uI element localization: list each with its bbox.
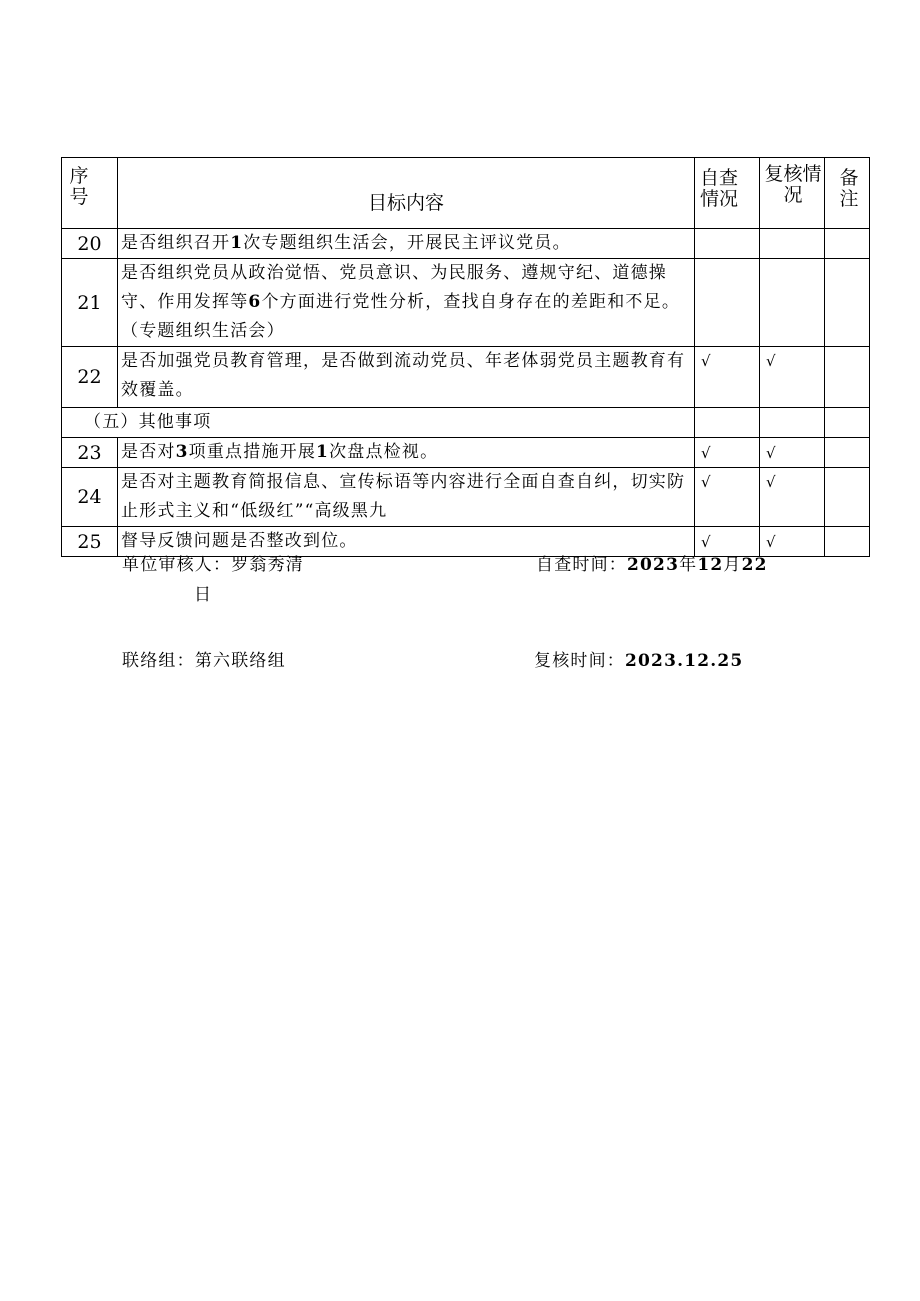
section-heading: （五）其他事项 [62,408,695,438]
table-row [62,347,870,408]
reviewer-line [122,550,304,575]
row-content: 是否对主题教育简报信息、宣传标语等内容进行全面自查自纠，切实防止形式主义和“低级红”“高级黑九 [118,468,695,527]
self-check-time: 自查时间：2023年12月22 [536,555,768,575]
row-content: 是否组织召开1次专题组织生活会，开展民主评议党员。 [118,229,695,259]
row-self-check [695,229,760,259]
row-note [825,438,870,468]
section-self-check [695,408,760,438]
row-review: √ [760,347,825,408]
row-self-check: √ [695,347,760,408]
table-row [62,259,870,347]
table-row [62,438,870,468]
reviewer-label: 单位审核人： [122,555,232,575]
header-self-check: 自查情况 [695,158,760,229]
row-content: 是否加强党员教育管理，是否做到流动党员、年老体弱党员主题教育有效覆盖。 [118,347,695,408]
contact-value: 第六联络组 [194,651,286,671]
row-review: √ [760,468,825,527]
row-number: 23 [62,438,118,468]
header-note: 备注 [825,158,870,229]
row-note [825,347,870,408]
header-goal: 目标内容 [118,158,695,229]
row-review: √ [760,438,825,468]
self-check-label: 自查时间： [536,555,627,575]
review-time-value: 2023.12.25 [625,651,744,671]
contact-label: 联络组： [122,651,195,671]
row-number: 20 [62,229,118,259]
row-number: 24 [62,468,118,527]
row-self-check: √ [695,468,760,527]
header-review: 复核情况 [760,158,825,229]
review-time [534,646,743,671]
row-note [825,527,870,557]
row-number: 21 [62,259,118,347]
row-note [825,259,870,347]
row-review: √ [760,527,825,557]
section-note [825,408,870,438]
row-content: 督导反馈问题是否整改到位。 [118,527,695,557]
row-content: 是否组织党员从政治觉悟、党员意识、为民服务、遵规守纪、道德操守、作用发挥等6个方面进行党性分析，查找自身存在的差距和不足。（专题组织生活会） [118,259,695,347]
review-time-label: 复核时间： [534,651,625,671]
reviewer-name: 罗翁秀清 [231,555,305,575]
row-number: 25 [62,527,118,557]
row-self-check [695,259,760,347]
section-row [62,408,870,438]
checklist-table [61,157,870,557]
table-row [62,229,870,259]
row-self-check: √ [695,527,760,557]
header-seq: 序号 [62,158,118,229]
table-row [62,468,870,527]
row-review [760,259,825,347]
row-review [760,229,825,259]
row-number: 22 [62,347,118,408]
self-check-day-unit: 日 [194,585,213,605]
row-self-check: √ [695,438,760,468]
row-note [825,468,870,527]
contact-line [122,646,286,671]
section-review [760,408,825,438]
row-content: 是否对3项重点措施开展1次盘点检视。 [118,438,695,468]
row-note [825,229,870,259]
table-header-row [62,158,870,229]
